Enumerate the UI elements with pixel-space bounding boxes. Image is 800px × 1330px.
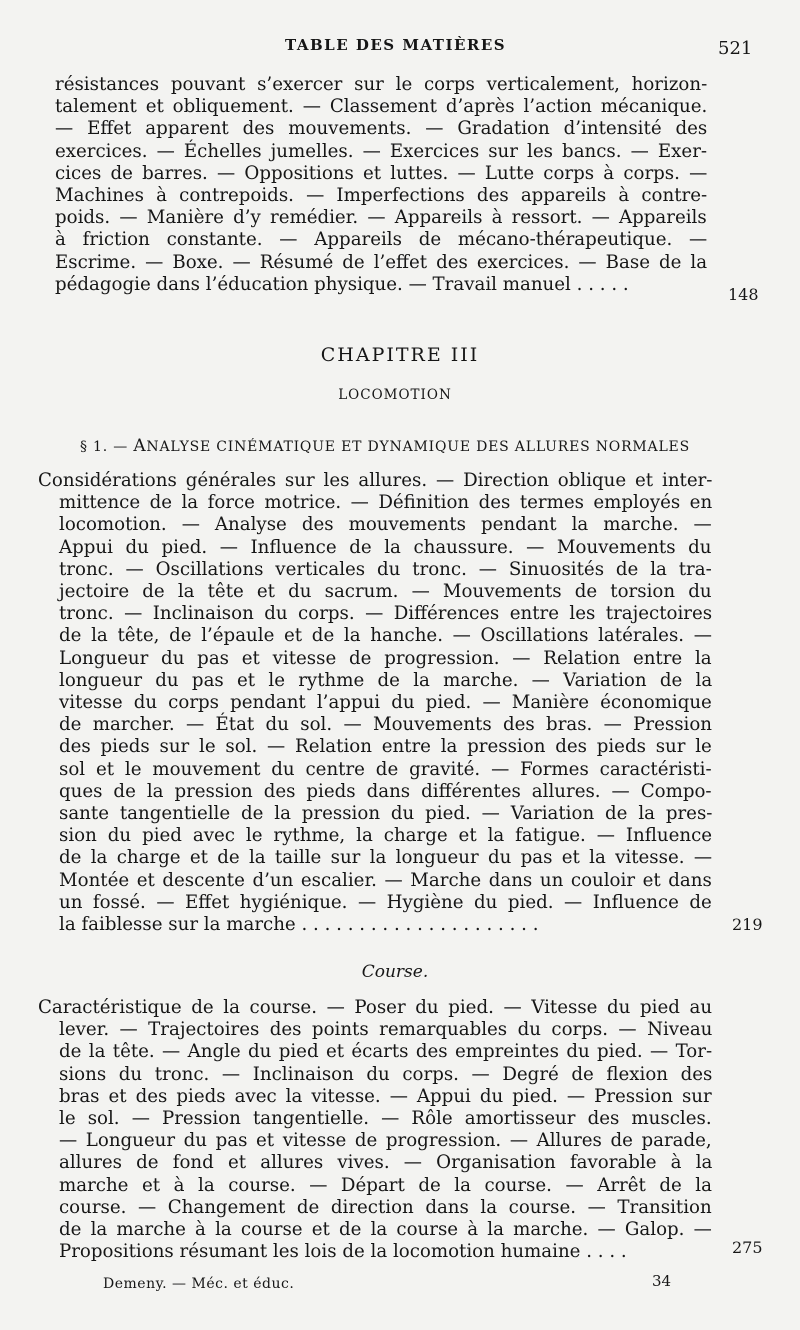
text-line: la faiblesse sur la marche . . . . . . . . . . . . . . . . . . . . .: [59, 914, 539, 936]
text-line: sol et le mouvement du centre de gravité. — Formes caractéristi-: [59, 758, 712, 780]
text-line: mittence de la force motrice. — Définition des termes employés en: [59, 492, 713, 514]
text-line: de la tête, de l’épaule et de la hanche. — Oscillations latérales. —: [59, 625, 712, 647]
text-line: allures de fond et allures vives. — Organisation favorable à la: [59, 1152, 713, 1174]
text-line: Considérations générales sur les allures. — Direction oblique et inter-: [38, 470, 713, 491]
text-line: de la tête. — Angle du pied et écarts des empreintes du pied. — Tor-: [59, 1041, 713, 1063]
text-line: tronc. — Inclinaison du corps. — Différences entre les trajectoires: [59, 603, 713, 625]
page-ref-219: 219: [732, 915, 763, 934]
page-number: 521: [718, 38, 753, 59]
section-title: NALYSE CINÉMATIQUE ET DYNAMIQUE DES ALLURES NORMALES: [146, 439, 690, 455]
text-line: poids. — Manière d’y remédier. — Appareils à ressort. — Appareils: [55, 207, 707, 229]
text-line: des pieds sur le sol. — Relation entre la pression des pieds sur le: [59, 736, 712, 758]
page-ref-275: 275: [732, 1238, 763, 1257]
text-line: marche et à la course. — Départ de la course. — Arrêt de la: [59, 1174, 712, 1196]
text-line: à friction constante. — Appareils de mécano-thérapeutique. —: [55, 229, 708, 251]
text-line: exercices. — Échelles jumelles. — Exercices sur les bancs. — Exer-: [55, 140, 708, 162]
text-line: cices de barres. — Oppositions et luttes. — Lutte corps à corps. —: [55, 162, 708, 184]
text-line: lever. — Trajectoires des points remarquables du corps. — Niveau: [59, 1019, 713, 1041]
text-line: locomotion. — Analyse des mouvements pendant la marche. —: [59, 514, 712, 536]
text-line: talement et obliquement. — Classement d’après l’action mécanique.: [55, 96, 708, 118]
text-line: — Effet apparent des mouvements. — Gradation d’intensité des: [55, 118, 708, 140]
text-line: sions du tronc. — Inclinaison du corps. — Degré de flexion des: [59, 1063, 713, 1085]
text-line: sion du pied avec le rythme, la charge et la fatigue. — Influence: [59, 825, 713, 847]
course-heading: Course.: [361, 962, 429, 982]
section-title-initial: A: [133, 436, 147, 456]
section-heading: [80, 436, 690, 456]
text-line: Appui du pied. — Influence de la chaussure. — Mouvements du: [59, 536, 712, 558]
text-line: longueur du pas et le rythme de la marche. — Variation de la: [59, 669, 713, 691]
text-line: un fossé. — Effet hygiénique. — Hygiène du pied. — Influence de: [59, 891, 712, 913]
course-paragraph: [38, 997, 712, 1263]
text-line: Machines à contrepoids. — Imperfections des appareils à contre-: [55, 185, 708, 207]
text-line: Montée et descente d’un escalier. — Marche dans un couloir et dans: [59, 869, 712, 891]
text-line: Propositions résumant les lois de la locomotion humaine . . . .: [59, 1241, 627, 1263]
text-line: — Longueur du pas et vitesse de progression. — Allures de parade,: [59, 1130, 712, 1152]
text-line: le sol. — Pression tangentielle. — Rôle amortisseur des muscles.: [59, 1108, 712, 1130]
footer-signature: 34: [652, 1272, 672, 1290]
text-line: de la marche à la course et de la course à la marche. — Galop. —: [59, 1219, 712, 1241]
running-title: TABLE DES MATIÈRES: [285, 36, 507, 54]
text-line: course. — Changement de direction dans la course. — Transition: [59, 1196, 712, 1218]
section-number: § 1. —: [80, 439, 129, 455]
text-line: tronc. — Oscillations verticales du tronc. — Sinuosités de la tra-: [59, 558, 712, 580]
text-line: Longueur du pas et vitesse de progression. — Relation entre la: [59, 647, 712, 669]
text-line: résistances pouvant s’exercer sur le corps verticalement, horizon-: [55, 74, 708, 95]
running-header: [0, 36, 800, 58]
text-line: de la charge et de la taille sur la longueur du pas et la vitesse. —: [59, 847, 713, 869]
text-line: bras et des pieds avec la vitesse. — Appui du pied. — Pression sur: [59, 1085, 712, 1107]
text-line: vitesse du corps pendant l’appui du pied. — Manière économique: [59, 692, 712, 714]
text-line: Escrime. — Boxe. — Résumé de l’effet des exercices. — Base de la: [55, 251, 708, 273]
page-ref-148: 148: [728, 285, 759, 304]
chapter-title: CHAPITRE III: [320, 344, 480, 366]
text-line: pédagogie dans l’éducation physique. — Travail manuel . . . . .: [55, 273, 629, 295]
text-line: de marcher. — État du sol. — Mouvements des bras. — Pression: [59, 714, 713, 736]
intro-paragraph: [55, 74, 707, 296]
text-line: sante tangentielle de la pression du pied. — Variation de la pres-: [59, 803, 713, 825]
text-line: Caractéristique de la course. — Poser du pied. — Vitesse du pied au: [38, 997, 713, 1018]
section1-paragraph: [38, 470, 712, 936]
text-line: jectoire de la tête et du sacrum. — Mouvements de torsion du: [59, 581, 712, 603]
footer-author: Demeny. — Méc. et éduc.: [103, 1276, 295, 1292]
chapter-subtitle: LOCOMOTION: [338, 387, 452, 403]
text-line: ques de la pression des pieds dans différentes allures. — Compo-: [59, 780, 712, 802]
